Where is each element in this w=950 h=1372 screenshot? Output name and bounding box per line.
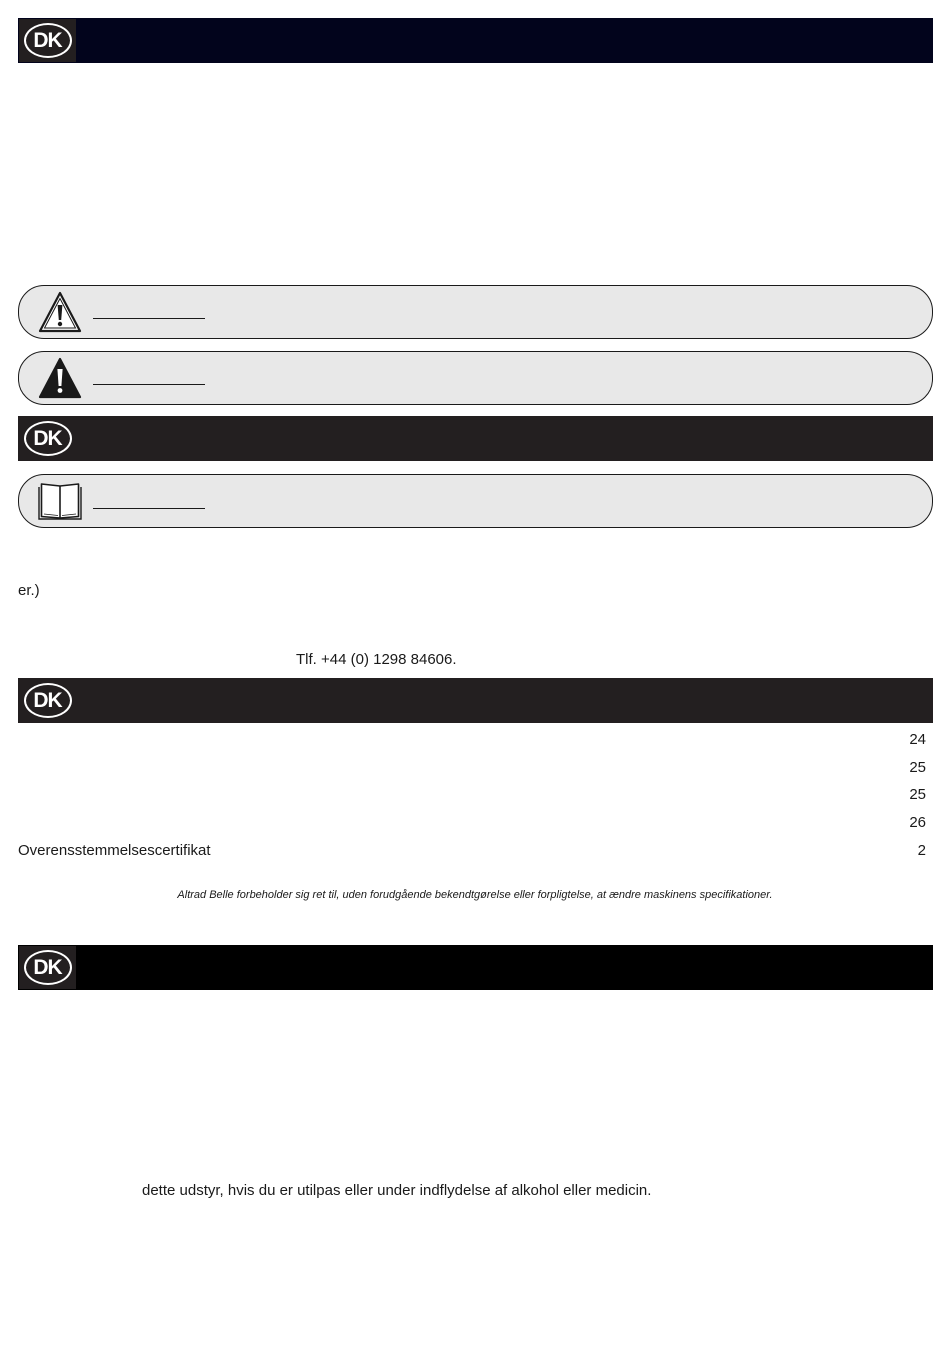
specification-disclaimer: Altrad Belle forbeholder sig ret til, uden forudgående bekendtgørelse eller forpligtelse, at ændre maskinens specifikationer. [177,889,773,901]
caution-box [18,285,933,339]
safety-text-line: dette udstyr, hvis du er utilpas eller under indflydelse af alkohol eller medicin. [142,1182,652,1199]
toc-page-number: 25 [909,759,926,776]
section-header-bar-2 [18,416,933,461]
dk-language-badge [19,679,76,722]
dk-badge-label: DK [24,683,72,718]
toc-page-number: 2 [917,842,926,859]
dk-language-badge [19,19,76,62]
section-header-bar-1 [18,18,933,63]
warning-heading-underline [93,384,205,385]
manual-note-box [18,474,933,528]
manual-heading-underline [93,508,205,509]
service-phone-text: Tlf. +44 (0) 1298 84606. [296,651,457,668]
warning-box [18,351,933,405]
section-header-bar-4 [18,945,933,990]
dk-language-badge [19,417,76,460]
dk-badge-label: DK [24,950,72,985]
dk-badge-label: DK [24,421,72,456]
toc-page-number: 25 [909,786,926,803]
section-header-bar-3 [18,678,933,723]
dk-badge-label: DK [24,23,72,58]
warning-outline-icon [37,290,83,334]
text-fragment: er.) [18,582,40,599]
dk-language-badge [19,946,76,989]
toc-page-number: 24 [909,731,926,748]
warning-filled-icon [37,356,83,400]
toc-item-label: Overensstemmelsescertifikat [18,842,211,859]
caution-heading-underline [93,318,205,319]
open-book-icon [37,479,83,523]
toc-page-number: 26 [909,814,926,831]
